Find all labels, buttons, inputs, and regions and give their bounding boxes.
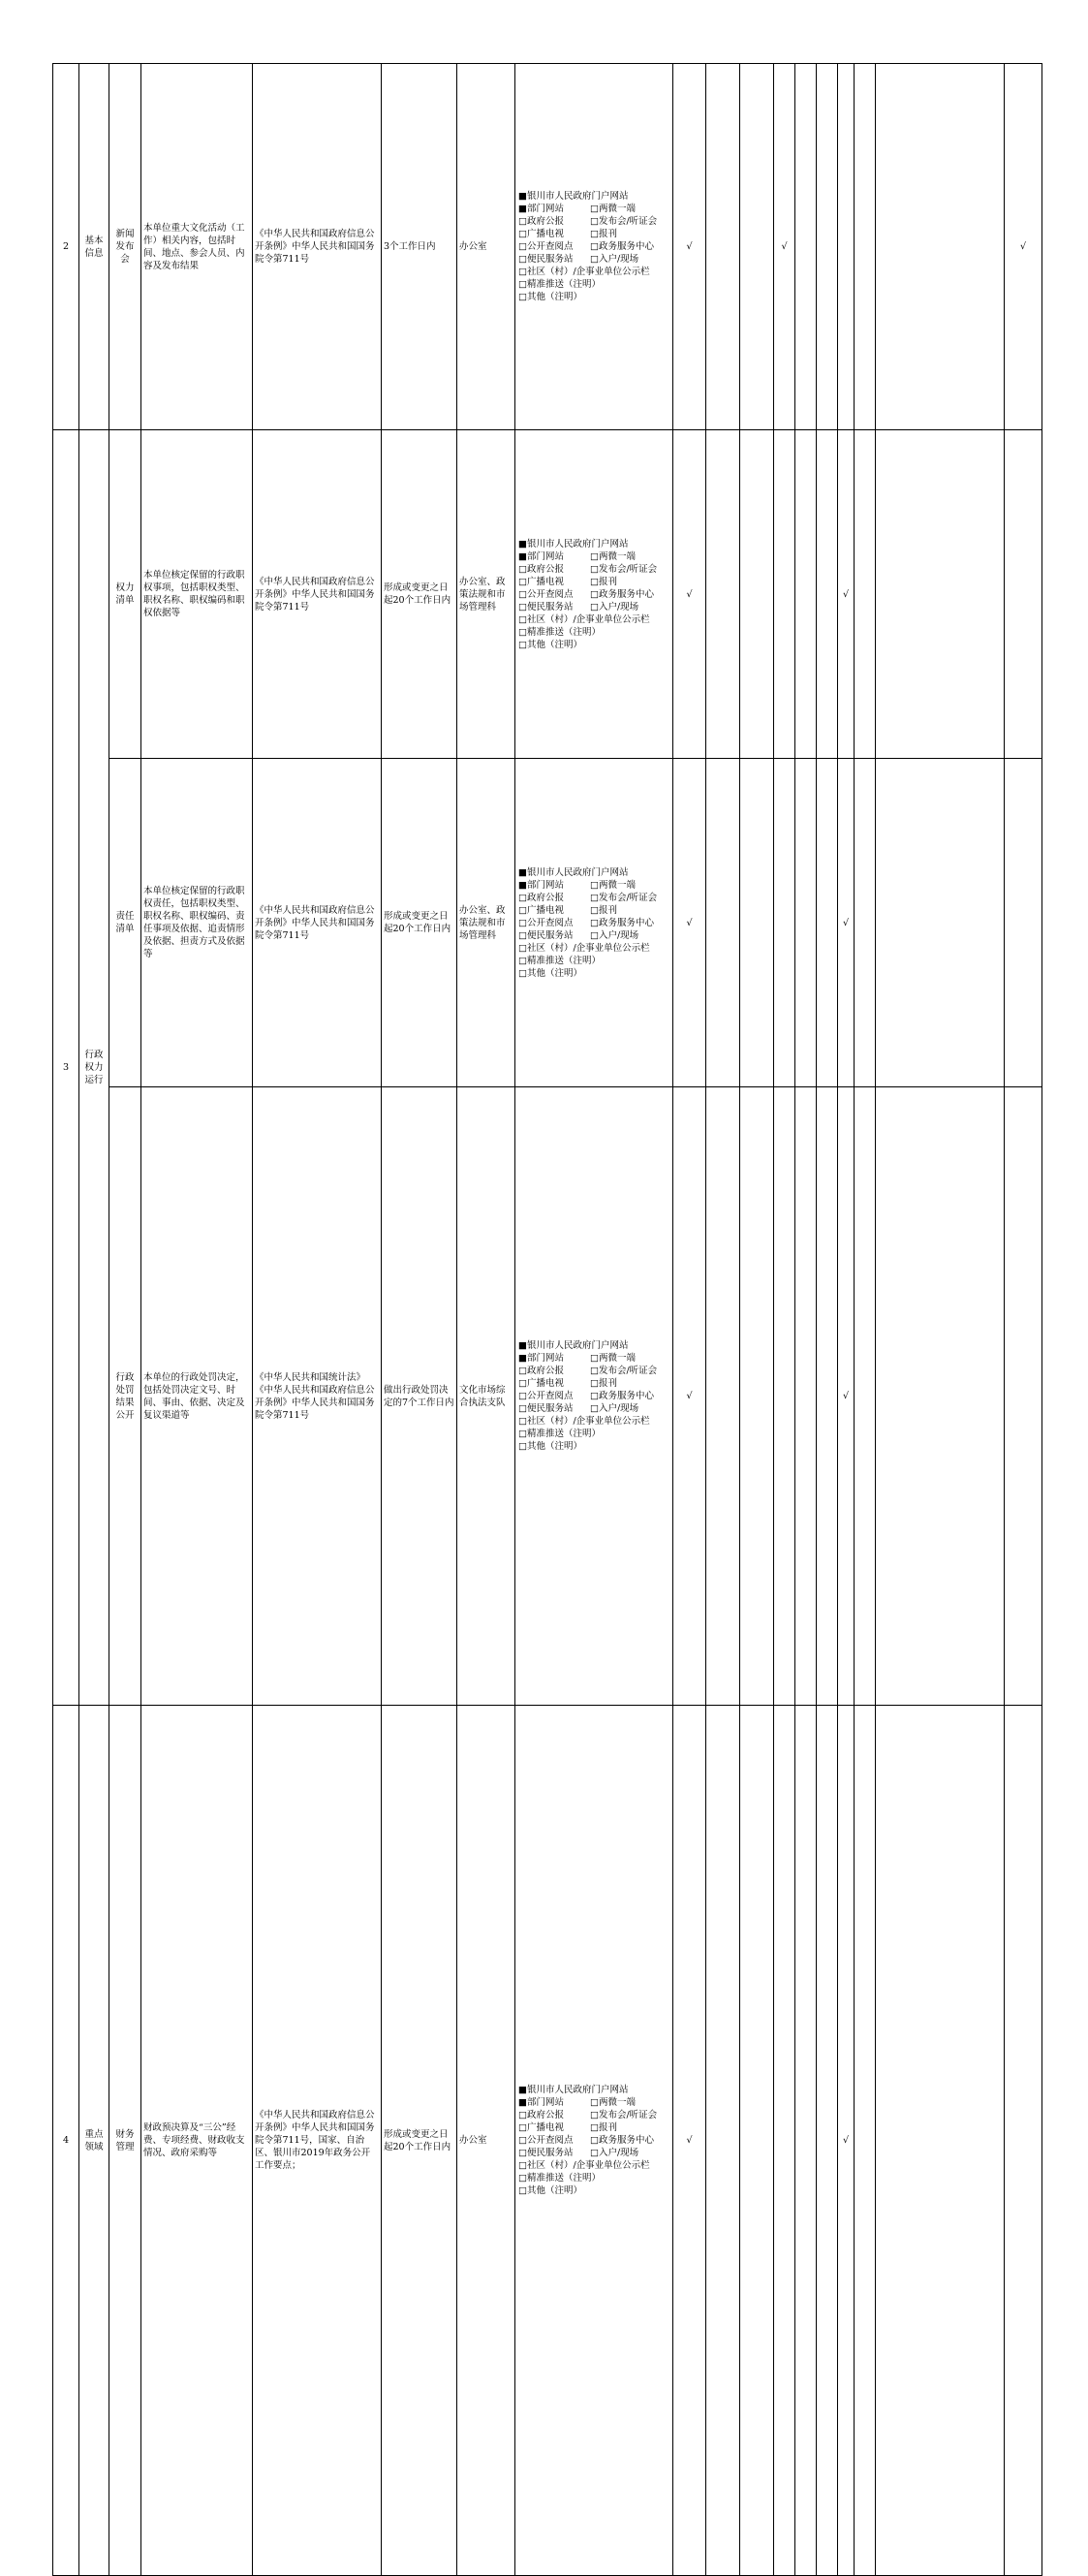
basis-cell: 《中华人民共和国政府信息公开条例》中华人民共和国国务院令第711号: [253, 430, 382, 759]
channel-line: [518, 1352, 670, 1365]
channel-option: □政府公报: [518, 892, 564, 903]
channel-option: □入户/现场: [590, 929, 639, 941]
channel-option: ■银川市人民政府门户网站: [518, 538, 629, 550]
channel-line: [518, 1365, 670, 1377]
check-cell: [817, 759, 838, 1087]
channel-line: [518, 2184, 670, 2197]
channel-option: □社区（村）/企事业单位公示栏: [518, 942, 650, 954]
channel-line: [518, 2134, 670, 2147]
channel-option: □公开查阅点: [518, 241, 574, 252]
row-index-cell: 2: [53, 64, 79, 430]
channel-option: □政务服务中心: [590, 917, 654, 928]
check-cell: [855, 430, 876, 759]
subject-cell: 文化市场综合执法支队: [457, 1087, 515, 1706]
channels-cell: [515, 430, 673, 759]
channel-line: [518, 892, 670, 904]
check-cell: [774, 430, 795, 759]
channel-option: □两微一端: [590, 2097, 636, 2108]
channel-line: [518, 2121, 670, 2134]
check-cell: √: [838, 759, 855, 1087]
check-cell: [740, 1706, 774, 2576]
check-cell: [817, 1706, 838, 2576]
check-cell: [876, 430, 1005, 759]
channel-line: [518, 291, 670, 303]
check-cell: [774, 759, 795, 1087]
channel-option: □政务服务中心: [590, 588, 654, 600]
channel-option: □社区（村）/企事业单位公示栏: [518, 267, 650, 277]
basis-cell: 《中华人民共和国政府信息公开条例》中华人民共和国国务院令第711号: [253, 64, 382, 430]
channel-option: □其他（注明）: [518, 967, 582, 979]
channel-option: □入户/现场: [590, 254, 639, 265]
subject-cell: 办公室、政策法规和市场管理科: [457, 759, 515, 1087]
check-cell: √: [774, 64, 795, 430]
check-cell: √: [673, 1706, 706, 2576]
content-cell: 本单位重大文化活动（工作）相关内容，包括时间、地点、参会人员、内容及发布结果: [141, 64, 253, 430]
item-cell: 财务管理: [109, 1706, 141, 2576]
category-cell: 基本信息: [79, 64, 109, 430]
channel-option: □便民服务站: [518, 1403, 574, 1414]
channels-list: [517, 1339, 670, 1453]
check-cell: √: [838, 430, 855, 759]
channel-option: □两微一端: [590, 1353, 636, 1364]
subject-cell: 办公室: [457, 64, 515, 430]
channel-line: [518, 203, 670, 215]
channel-option: □精准推送（注明）: [518, 279, 601, 290]
channel-line: [518, 576, 670, 588]
channel-line: [518, 1428, 670, 1440]
channel-option: □便民服务站: [518, 2148, 574, 2158]
channel-option: □发布会/听证会: [590, 892, 658, 903]
channel-line: [518, 266, 670, 278]
channel-option: □便民服务站: [518, 929, 574, 941]
channels-list: [517, 2084, 670, 2197]
channels-list: [517, 538, 670, 651]
channel-option: ■部门网站: [518, 204, 564, 214]
item-cell: 行政处罚结果公开: [109, 1087, 141, 1706]
content-cell: 本单位核定保留的行政职权责任，包括职权类型、职权名称、职权编码、责任事项及依据、追责情形及依据、担责方式及依据等: [141, 759, 253, 1087]
check-cell: [740, 64, 774, 430]
content-cell: 财政预决算及“三公”经费、专项经费、财政收支情况、政府采购等: [141, 1706, 253, 2576]
table-row: [53, 64, 1042, 430]
channel-option: □公开查阅点: [518, 2135, 574, 2146]
check-cell: √: [673, 1087, 706, 1706]
channel-line: [518, 879, 670, 892]
check-cell: [855, 64, 876, 430]
channel-line: [518, 1377, 670, 1390]
channel-option: ■部门网站: [518, 1353, 564, 1364]
content-cell: 本单位核定保留的行政职权事项，包括职权类型、职权名称、职权编码和职权依据等: [141, 430, 253, 759]
check-cell: [795, 1706, 817, 2576]
item-cell: 责任清单: [109, 759, 141, 1087]
channel-option: ■银川市人民政府门户网站: [518, 191, 629, 202]
check-cell: [1005, 759, 1042, 1087]
channel-option: □政府公报: [518, 563, 564, 575]
channel-line: [518, 1390, 670, 1402]
check-cell: [706, 430, 740, 759]
channel-option: □发布会/听证会: [590, 2110, 658, 2120]
check-cell: [706, 759, 740, 1087]
channel-line: [518, 278, 670, 291]
check-cell: [1005, 1706, 1042, 2576]
check-cell: √: [1005, 64, 1042, 430]
channel-line: [518, 626, 670, 639]
channel-line: [518, 2096, 670, 2109]
channel-line: [518, 967, 670, 980]
channel-line: [518, 2084, 670, 2096]
channel-line: [518, 1402, 670, 1415]
channel-option: □公开查阅点: [518, 588, 574, 600]
check-cell: [740, 1087, 774, 1706]
channel-line: [518, 253, 670, 266]
channel-option: □政务服务中心: [590, 1391, 654, 1401]
check-cell: [795, 64, 817, 430]
channel-option: □发布会/听证会: [590, 563, 658, 575]
channel-line: [518, 904, 670, 917]
channel-option: □发布会/听证会: [590, 1366, 658, 1376]
check-cell: [706, 1706, 740, 2576]
channel-line: [518, 2172, 670, 2184]
channel-line: [518, 613, 670, 626]
time-limit-cell: 3个工作日内: [382, 64, 457, 430]
channel-line: [518, 955, 670, 967]
time-limit-cell: 形成或变更之日起20个工作日内: [382, 759, 457, 1087]
row-index-cell: 3: [53, 430, 79, 1706]
channel-line: [518, 601, 670, 613]
channel-option: □广播电视: [518, 576, 564, 587]
channel-option: ■银川市人民政府门户网站: [518, 1340, 629, 1351]
channel-option: □广播电视: [518, 904, 564, 916]
channel-line: [518, 228, 670, 240]
channel-option: □其他（注明）: [518, 639, 582, 650]
channel-option: □其他（注明）: [518, 2185, 582, 2196]
channel-option: □报刊: [590, 904, 617, 916]
channel-option: □广播电视: [518, 229, 564, 239]
channel-option: ■部门网站: [518, 879, 564, 891]
check-cell: [740, 759, 774, 1087]
check-cell: [706, 64, 740, 430]
channel-option: □报刊: [590, 229, 617, 239]
channel-option: □政府公报: [518, 216, 564, 227]
channel-option: □社区（村）/企事业单位公示栏: [518, 1416, 650, 1427]
channel-option: □发布会/听证会: [590, 216, 658, 227]
check-cell: [774, 1706, 795, 2576]
check-cell: [876, 64, 1005, 430]
channel-line: [518, 942, 670, 955]
channel-line: [518, 2147, 670, 2159]
channel-option: □两微一端: [590, 879, 636, 891]
channel-line: [518, 550, 670, 563]
check-cell: [855, 1706, 876, 2576]
check-cell: [1005, 430, 1042, 759]
channel-option: □社区（村）/企事业单位公示栏: [518, 613, 650, 625]
check-cell: [876, 1087, 1005, 1706]
channel-line: [518, 563, 670, 576]
table-row: [53, 430, 1042, 759]
disclosure-table: [52, 63, 1042, 2576]
channel-option: □报刊: [590, 576, 617, 587]
category-cell: 重点领域: [79, 1706, 109, 2576]
channel-line: [518, 1339, 670, 1352]
check-cell: [876, 759, 1005, 1087]
channel-option: □广播电视: [518, 1378, 564, 1389]
channel-option: □广播电视: [518, 2122, 564, 2133]
channels-cell: [515, 1706, 673, 2576]
channel-line: [518, 639, 670, 651]
check-cell: [706, 1087, 740, 1706]
channel-option: □报刊: [590, 2122, 617, 2133]
channels-list: [517, 866, 670, 980]
channel-option: ■银川市人民政府门户网站: [518, 866, 629, 878]
channels-list: [517, 190, 670, 303]
time-limit-cell: 形成或变更之日起20个工作日内: [382, 1706, 457, 2576]
channel-line: [518, 215, 670, 228]
channels-cell: [515, 1087, 673, 1706]
channel-option: □便民服务站: [518, 254, 574, 265]
channel-option: □政府公报: [518, 1366, 564, 1376]
channel-option: □公开查阅点: [518, 917, 574, 928]
channel-option: □精准推送（注明）: [518, 955, 601, 966]
channel-option: □精准推送（注明）: [518, 626, 601, 638]
channel-line: [518, 588, 670, 601]
channel-option: □精准推送（注明）: [518, 1429, 601, 1439]
channel-option: □社区（村）/企事业单位公示栏: [518, 2160, 650, 2171]
channel-line: [518, 1440, 670, 1453]
channel-option: ■银川市人民政府门户网站: [518, 2085, 629, 2095]
channel-line: [518, 190, 670, 203]
channel-line: [518, 929, 670, 942]
channels-cell: [515, 759, 673, 1087]
channel-option: □报刊: [590, 1378, 617, 1389]
channel-option: □政务服务中心: [590, 241, 654, 252]
row-index-cell: 4: [53, 1706, 79, 2576]
channel-option: □两微一端: [590, 550, 636, 562]
check-cell: [1005, 1087, 1042, 1706]
content-cell: 本单位的行政处罚决定，包括处罚决定文号、时间、事由、依据、决定及复议渠道等: [141, 1087, 253, 1706]
basis-cell: 《中华人民共和国统计法》《中华人民共和国政府信息公开条例》中华人民共和国国务院令第711号: [253, 1087, 382, 1706]
channel-option: ■部门网站: [518, 2097, 564, 2108]
time-limit-cell: 形成或变更之日起20个工作日内: [382, 430, 457, 759]
category-cell: 行政权力运行: [79, 430, 109, 1706]
check-cell: [817, 1087, 838, 1706]
channel-option: ■部门网站: [518, 550, 564, 562]
channel-line: [518, 2159, 670, 2172]
check-cell: [855, 1087, 876, 1706]
channel-option: □精准推送（注明）: [518, 2173, 601, 2183]
subject-cell: 办公室: [457, 1706, 515, 2576]
check-cell: [876, 1706, 1005, 2576]
check-cell: √: [838, 1706, 855, 2576]
channel-line: [518, 1415, 670, 1428]
check-cell: [795, 430, 817, 759]
table-row: [53, 759, 1042, 1087]
channel-option: □政务服务中心: [590, 2135, 654, 2146]
channel-option: □其他（注明）: [518, 1441, 582, 1452]
channel-option: □政府公报: [518, 2110, 564, 2120]
basis-cell: 《中华人民共和国政府信息公开条例》中华人民共和国国务院令第711号: [253, 759, 382, 1087]
channel-option: □入户/现场: [590, 2148, 639, 2158]
check-cell: √: [673, 759, 706, 1087]
check-cell: [740, 430, 774, 759]
table-row: [53, 1706, 1042, 2576]
check-cell: [795, 1087, 817, 1706]
channel-option: □便民服务站: [518, 601, 574, 613]
check-cell: [817, 64, 838, 430]
check-cell: √: [673, 430, 706, 759]
check-cell: [817, 430, 838, 759]
channel-option: □入户/现场: [590, 601, 639, 613]
check-cell: √: [838, 1087, 855, 1706]
table-body: [53, 64, 1042, 2576]
check-cell: [855, 759, 876, 1087]
check-cell: [795, 759, 817, 1087]
channel-line: [518, 538, 670, 550]
channel-option: □入户/现场: [590, 1403, 639, 1414]
check-cell: [838, 64, 855, 430]
check-cell: √: [673, 64, 706, 430]
channel-line: [518, 866, 670, 879]
channel-line: [518, 2109, 670, 2121]
channel-line: [518, 240, 670, 253]
channel-line: [518, 917, 670, 929]
check-cell: [774, 1087, 795, 1706]
time-limit-cell: 做出行政处罚决定的7个工作日内: [382, 1087, 457, 1706]
channel-option: □公开查阅点: [518, 1391, 574, 1401]
subject-cell: 办公室、政策法规和市场管理科: [457, 430, 515, 759]
channels-cell: [515, 64, 673, 430]
channel-option: □其他（注明）: [518, 292, 582, 302]
channel-option: □两微一端: [590, 204, 636, 214]
table-row: [53, 1087, 1042, 1706]
basis-cell: 《中华人民共和国政府信息公开条例》中华人民共和国国务院令第711号，国家、自治区、银川市2019年政务公开工作要点；: [253, 1706, 382, 2576]
item-cell: 新闻发布会: [109, 64, 141, 430]
item-cell: 权力清单: [109, 430, 141, 759]
